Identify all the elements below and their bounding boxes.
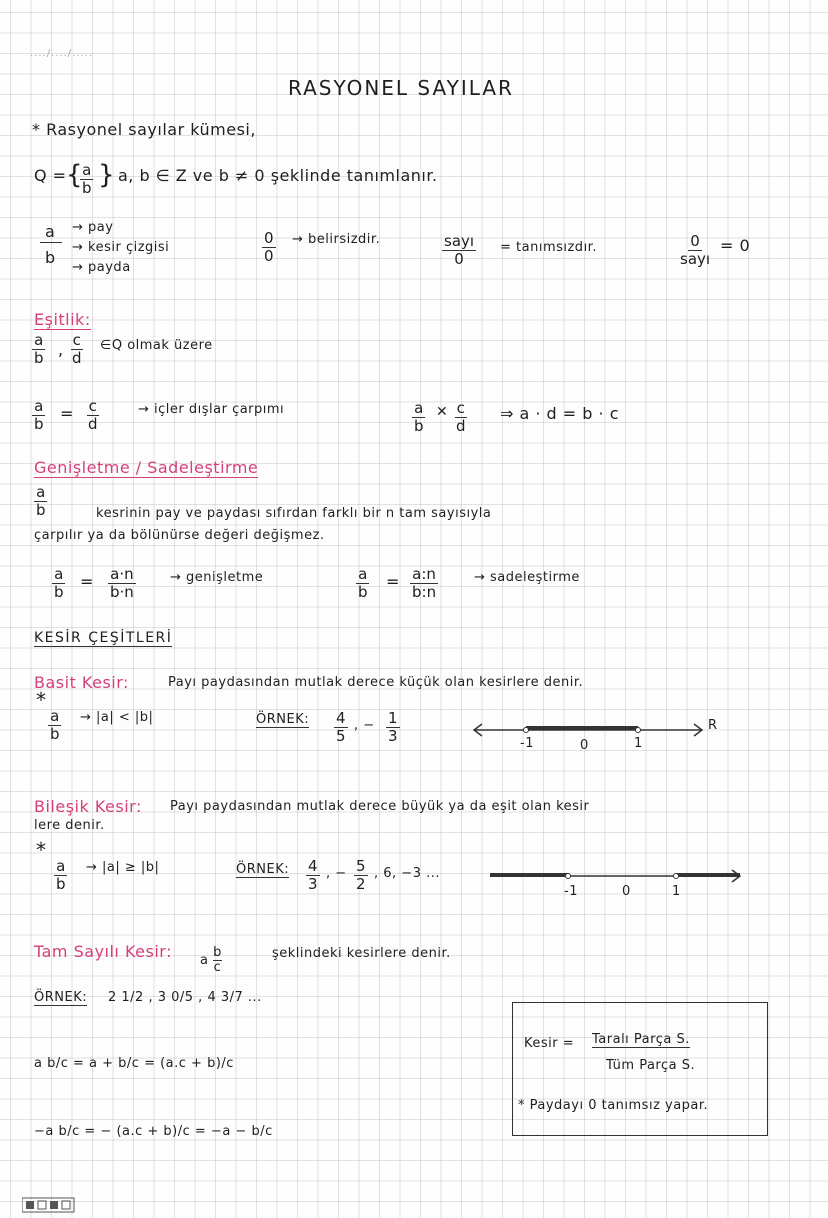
tanimsiz-text: = tanımsızdır. (500, 240, 597, 255)
cross-result: ⇒ a · d = b · c (500, 404, 619, 423)
basit-desc: Payı paydasından mutlak derece küçük olan kesirlere denir. (168, 675, 584, 690)
bilesik-axis-one: 1 (672, 884, 681, 899)
box-kesir: Kesir = (524, 1036, 575, 1051)
zero-over-sayi: 0 sayı (680, 232, 711, 268)
bilesik-desc: Payı paydasından mutlak derece büyük ya da eşit olan kesir (170, 799, 590, 814)
tam-sayili-ornek: ÖRNEK: (34, 990, 88, 1005)
basit-sep: , − (354, 718, 375, 733)
sad-frac-ab: $\frac{a}{b}$ (358, 565, 368, 601)
sayi-over-zero: sayı 0 (444, 232, 475, 268)
label-payda: → payda (72, 260, 131, 275)
kesir-cesitleri-heading: KESİR ÇEŞİTLERİ (34, 630, 173, 646)
basit-ex1: $\frac{4}{5}$ (336, 709, 346, 745)
formula-negative: −a b/c = − (a.c + b)/c = −a − b/c (34, 1124, 273, 1139)
box-tarali: Taralı Parça S. (592, 1032, 690, 1047)
tam-sayili-desc: şeklindeki kesirlere denir. (272, 946, 451, 961)
esitlik-rule-f1: $\frac{a}{b}$ (34, 397, 44, 433)
bilesik-rest: , 6, −3 ... (374, 866, 440, 881)
bilesik-desc2: lere denir. (34, 818, 105, 833)
formula-positive: a b/c = a + b/c = (a.c + b)/c (34, 1056, 234, 1071)
basit-axis-one: 1 (634, 736, 643, 751)
sad-frac-div: $\frac{a:n}{b:n}$ (412, 565, 437, 601)
sad-label: → sadeleştirme (474, 570, 580, 585)
tam-sayili-examples: 2 1/2 , 3 0/5 , 4 3/7 ... (108, 990, 262, 1005)
comma: , (58, 340, 64, 359)
q-label: Q = (34, 166, 67, 185)
esitlik-f2: $\frac{c}{d}$ (72, 331, 82, 367)
esitlik-f1: $\frac{a}{b}$ (34, 331, 44, 367)
set-fraction: $\frac{a}{b}$ (82, 161, 92, 197)
basit-cond: → |a| < |b| (80, 710, 154, 725)
cross-f2: $\frac{c}{d}$ (456, 399, 466, 435)
esitlik-heading: Eşitlik: (34, 310, 91, 329)
basit-number-line (470, 716, 720, 756)
basit-ornek: ÖRNEK: (256, 712, 310, 727)
cross-sign: ✕ (436, 404, 449, 420)
sad-eq: = (386, 572, 400, 591)
label-cizgi: → kesir çizgisi (72, 240, 170, 255)
bilesik-number-line (486, 866, 746, 896)
genisletme-line2: çarpılır ya da bölünürse değeri değişmez. (34, 528, 325, 543)
box-note: * Paydayı 0 tanımsız yapar. (518, 1098, 709, 1113)
bilesik-heading: Bileşik Kesir: (34, 797, 142, 816)
bilesik-star: * (36, 838, 47, 862)
box-tum: Tüm Parça S. (606, 1058, 696, 1073)
page-title: RASYONEL SAYILAR (288, 76, 514, 100)
tam-sayili-heading: Tam Sayılı Kesir: (34, 942, 172, 961)
bilesik-frac: $\frac{a}{b}$ (56, 857, 66, 893)
basit-axis-r: R (708, 718, 718, 733)
bilesik-axis-zero: 0 (622, 884, 631, 899)
gen-label: → genişletme (170, 570, 264, 585)
label-pay: → pay (72, 220, 114, 235)
gen-eq: = (80, 572, 94, 591)
set-condition: a, b ∈ Z ve b ≠ 0 şeklinde tanımlanır. (118, 166, 438, 185)
genisletme-heading: Genişletme / Sadeleştirme (34, 458, 259, 477)
basit-heading: Basit Kesir: (34, 673, 129, 692)
esitlik-rule-f2: $\frac{c}{d}$ (88, 397, 98, 433)
tam-sayili-ab-c: a $\frac{b}{c}$ (200, 945, 222, 975)
eq-zero: = 0 (720, 236, 751, 255)
basit-ex2: $\frac{1}{3}$ (388, 709, 398, 745)
part-b: b (45, 248, 56, 267)
gen-frac-mul: $\frac{a\cdot n}{b\cdot n}$ (110, 565, 134, 601)
set-brace-open: { (66, 160, 84, 190)
date-dots: ..../..../..... (30, 48, 94, 59)
basit-frac: $\frac{a}{b}$ (50, 707, 60, 743)
logo-mark (22, 1196, 76, 1214)
cross-f1: $\frac{a}{b}$ (414, 399, 424, 435)
icler-dislar-text: → içler dışlar çarpımı (138, 402, 285, 417)
basit-axis-minus-one: -1 (520, 736, 534, 751)
belirsiz-text: → belirsizdir. (292, 232, 381, 247)
basit-axis-zero: 0 (580, 738, 589, 753)
zero-over-zero: $\frac{0}{0}$ (264, 229, 274, 265)
gen-frac-ab: $\frac{a}{b}$ (54, 565, 64, 601)
bilesik-axis-minus-one: -1 (564, 884, 578, 899)
genisletme-line1: kesrinin pay ve paydası sıfırdan farklı bir n tam sayısıyla (96, 506, 492, 521)
bilesik-ornek: ÖRNEK: (236, 862, 290, 877)
esitlik-cond: ∈Q olmak üzere (100, 338, 213, 353)
genisletme-frac: $\frac{a}{b}$ (36, 483, 46, 519)
set-brace-close: } (98, 160, 116, 190)
basit-star: * (36, 688, 47, 712)
bilesik-cond: → |a| ≥ |b| (86, 860, 160, 875)
bilesik-ex1: $\frac{4}{3}$ (308, 857, 318, 893)
intro-text: * Rasyonel sayılar kümesi, (32, 120, 256, 139)
part-bar (40, 242, 62, 243)
part-a: a (45, 222, 56, 241)
bilesik-sep: , − (326, 866, 347, 881)
esitlik-eq: = (60, 404, 74, 423)
bilesik-ex2: $\frac{5}{2}$ (356, 857, 366, 893)
